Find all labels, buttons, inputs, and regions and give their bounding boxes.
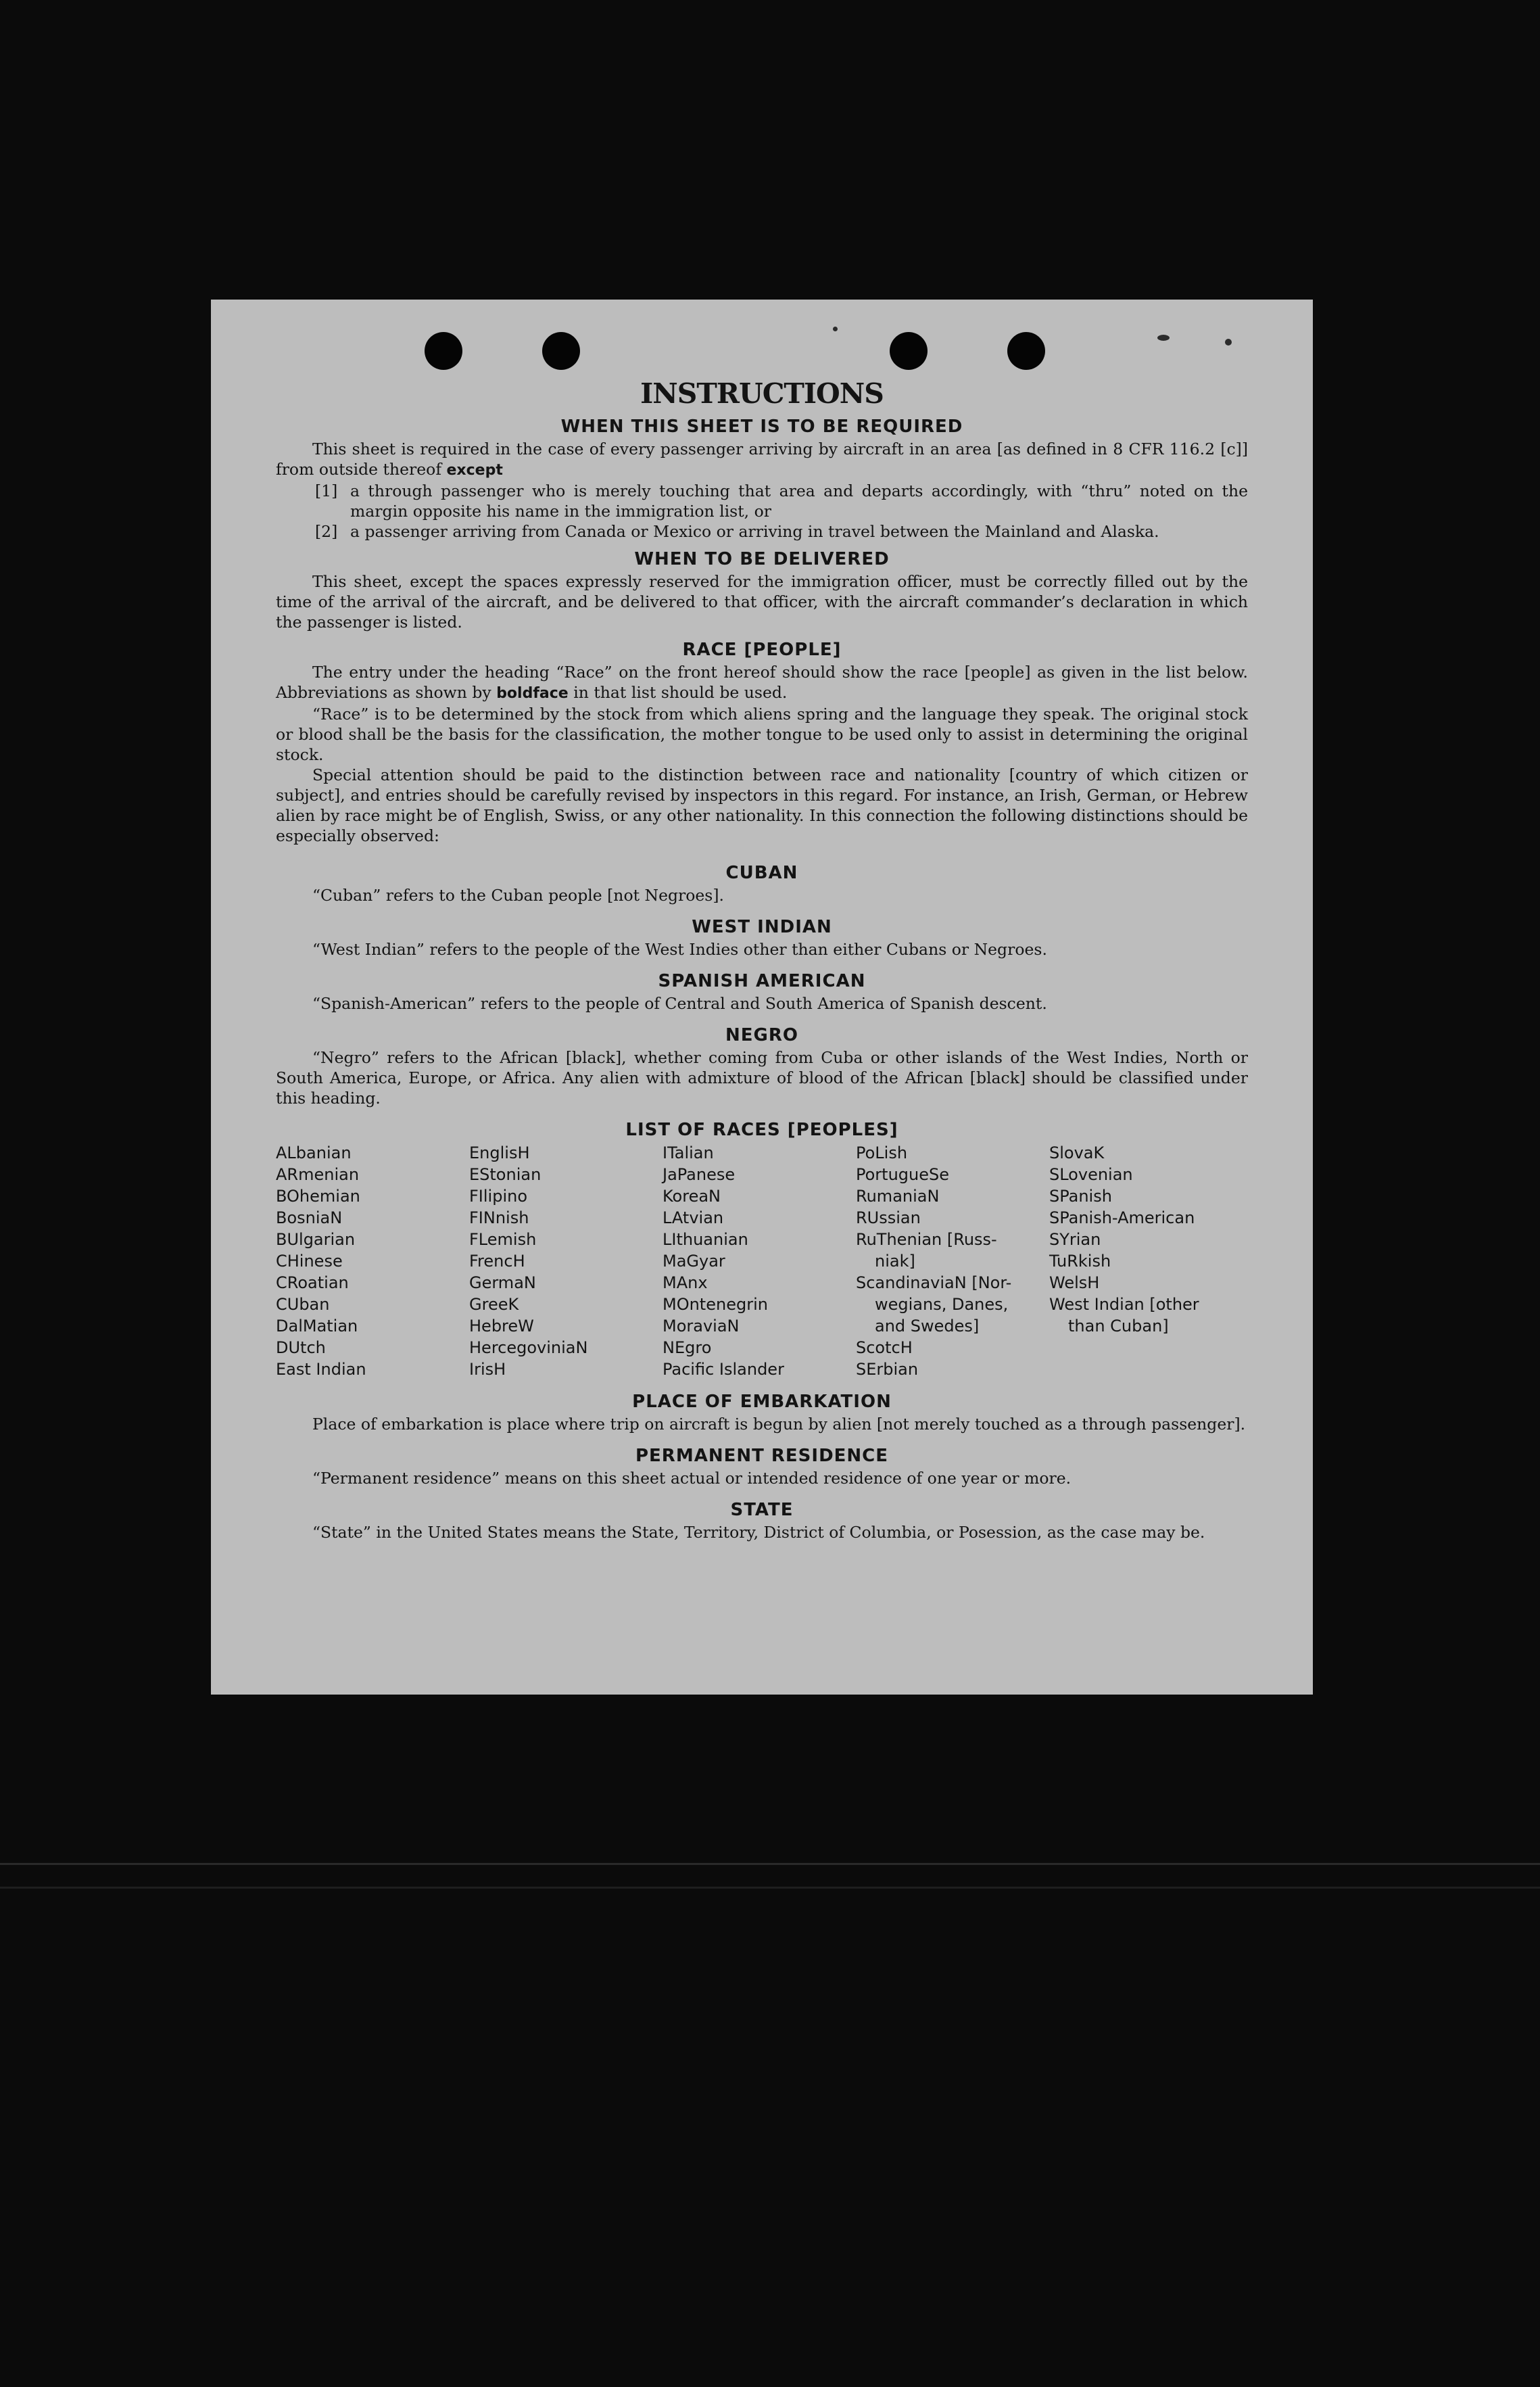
exception-item: [1] a through passenger who is merely touching that area and departs accordingly, with “thru” noted on the margin opposite his name in the immigration list, or [315, 481, 1248, 521]
race-entry: DalMatian [276, 1317, 358, 1336]
race-entry: FrencH [469, 1252, 525, 1271]
scan-artifact-line [0, 1863, 1540, 1865]
heading-when-required: WHEN THIS SHEET IS TO BE REQUIRED [560, 417, 963, 437]
race-paragraph: The entry under the heading “Race” on the front hereof should show the race [people] as given in the list below. Abbreviations as shown by boldface in that list should be used. [276, 663, 1248, 702]
race-entry: GermaN [469, 1273, 536, 1292]
race-entry: FLemish [469, 1230, 537, 1249]
race-entry: ARmenian [276, 1165, 360, 1184]
page-title: INSTRUCTIONS [640, 377, 884, 410]
heading-list-of-races: LIST OF RACES [PEOPLES] [625, 1120, 898, 1140]
race-entry: MOntenegrin [663, 1295, 768, 1314]
race-entry: SlovaK [1049, 1143, 1105, 1162]
race-entry: GreeK [469, 1295, 519, 1314]
race-entry: and Swedes] [875, 1317, 980, 1336]
race-entry: DUtch [276, 1338, 326, 1357]
races-column [469, 1142, 663, 1380]
race-entry: PortugueSe [856, 1165, 949, 1184]
race-paragraph: “Race” is to be determined by the stock from which aliens spring and the language they speak. The original stock or blood shall be the basis for the classification, the mother tongue to be used only to assist in determining the original stock. [276, 705, 1248, 764]
punch-hole [425, 332, 462, 370]
spanish-american-text: “Spanish-American” refers to the people of Central and South America of Spanish descent. [312, 994, 1047, 1013]
instructions-body [276, 415, 1248, 1542]
heading-west-indian: WEST INDIAN [692, 917, 832, 937]
race-entry: BosniaN [276, 1208, 343, 1227]
race-entry: KoreaN [663, 1187, 721, 1206]
race-entry: CRoatian [276, 1273, 349, 1292]
race-entry: niak] [875, 1252, 915, 1271]
race-entry: BUlgarian [276, 1230, 356, 1249]
race-entry: East Indian [276, 1360, 366, 1379]
race-entry: WelsH [1049, 1273, 1100, 1292]
race-entry: MaGyar [663, 1252, 725, 1271]
race-entry: HercegoviniaN [469, 1338, 588, 1357]
race-entry: PoLish [856, 1143, 908, 1162]
punch-hole [542, 332, 580, 370]
races-column [276, 1142, 469, 1380]
races-list [276, 1142, 1248, 1380]
punch-hole [1007, 332, 1045, 370]
race-entry: SPanish [1049, 1187, 1112, 1206]
heading-race: RACE [PEOPLE] [682, 640, 842, 660]
race-entry: than Cuban] [1068, 1317, 1169, 1336]
exception-item: [2] a passenger arriving from Canada or Mexico or arriving in travel between the Mainland and Alaska. [315, 522, 1159, 541]
race-entry: SYrian [1049, 1230, 1101, 1249]
race-entry: JaPanese [663, 1165, 736, 1184]
race-entry: West Indian [other [1049, 1295, 1199, 1314]
race-entry: RumaniaN [856, 1187, 940, 1206]
heading-permanent-residence: PERMANENT RESIDENCE [635, 1446, 889, 1466]
race-entry: LIthuanian [663, 1230, 748, 1249]
cuban-text: “Cuban” refers to the Cuban people [not Negroes]. [312, 886, 725, 905]
race-paragraph: Special attention should be paid to the distinction between race and nationality [country of which citizen or subject], and entries should be carefully revised by inspectors in this regard. For instance, an Irish, German, or Hebrew alien by race might be of English, Swiss, or any other nationality. In this connection the following distinctions should be especially observed: [276, 765, 1248, 845]
ink-speck [833, 327, 838, 331]
heading-embarkation: PLACE OF EMBARKATION [632, 1392, 892, 1412]
race-entry: CHinese [276, 1252, 343, 1271]
race-entry: wegians, Danes, [875, 1295, 1009, 1314]
race-entry: ScotcH [856, 1338, 913, 1357]
race-entry: SErbian [856, 1360, 919, 1379]
race-entry: TuRkish [1049, 1252, 1111, 1271]
ink-speck [1157, 335, 1170, 341]
punch-hole [890, 332, 928, 370]
race-entry: HebreW [469, 1317, 534, 1336]
race-entry: FINnish [469, 1208, 529, 1227]
race-entry: Pacific Islander [663, 1360, 784, 1379]
race-entry: IrisH [469, 1360, 506, 1379]
heading-spanish-american: SPANISH AMERICAN [658, 971, 866, 991]
race-entry: RuThenian [Russ- [856, 1230, 997, 1249]
race-entry: EnglisH [469, 1143, 530, 1162]
race-entry: MoraviaN [663, 1317, 740, 1336]
race-entry: ITalian [663, 1143, 714, 1162]
state-text: “State” in the United States means the State, Territory, District of Columbia, or Posession, as the case may be. [312, 1523, 1205, 1542]
races-column [1049, 1142, 1252, 1380]
embarkation-text: Place of embarkation is place where trip on aircraft is begun by alien [not merely touched as a through passenger]. [312, 1415, 1246, 1434]
heading-negro: NEGRO [725, 1025, 798, 1045]
scan-artifact-line [0, 1887, 1540, 1889]
race-entry: FIlipino [469, 1187, 528, 1206]
heading-cuban: CUBAN [725, 863, 798, 883]
ink-speck [1225, 339, 1232, 346]
residence-text: “Permanent residence” means on this sheet actual or intended residence of one year or more. [312, 1469, 1072, 1488]
race-entry: MAnx [663, 1273, 708, 1292]
race-entry: SPanish-American [1049, 1208, 1195, 1227]
race-entry: ALbanian [276, 1143, 352, 1162]
when-required-intro: This sheet is required in the case of every passenger arriving by aircraft in an area [as defined in 8 CFR 116.2 [c]] from outside thereof except [276, 440, 1248, 479]
race-entry: RUssian [856, 1208, 921, 1227]
race-entry: CUban [276, 1295, 330, 1314]
heading-state: STATE [730, 1500, 794, 1520]
race-entry: LAtvian [663, 1208, 724, 1227]
race-entry: BOhemian [276, 1187, 360, 1206]
race-entry: EStonian [469, 1165, 542, 1184]
races-column [663, 1142, 856, 1380]
race-entry: SLovenian [1049, 1165, 1133, 1184]
when-delivered-text: This sheet, except the spaces expressly reserved for the immigration officer, must be correctly filled out by the time of the arrival of the aircraft, and be delivered to that officer, with the aircraft commander’s declaration in which the passenger is listed. [276, 572, 1248, 632]
race-entry: ScandinaviaN [Nor- [856, 1273, 1012, 1292]
document-sheet [211, 300, 1313, 1695]
west-indian-text: “West Indian” refers to the people of the West Indies other than either Cubans or Negroes. [312, 940, 1047, 959]
race-entry: NEgro [663, 1338, 712, 1357]
negro-text: “Negro” refers to the African [black], whether coming from Cuba or other islands of the West Indies, North or South America, Europe, or Africa. Any alien with admixture of blood of the African [black] should be classified under this heading. [276, 1048, 1248, 1108]
races-column [856, 1142, 1049, 1380]
heading-when-delivered: WHEN TO BE DELIVERED [634, 549, 890, 569]
